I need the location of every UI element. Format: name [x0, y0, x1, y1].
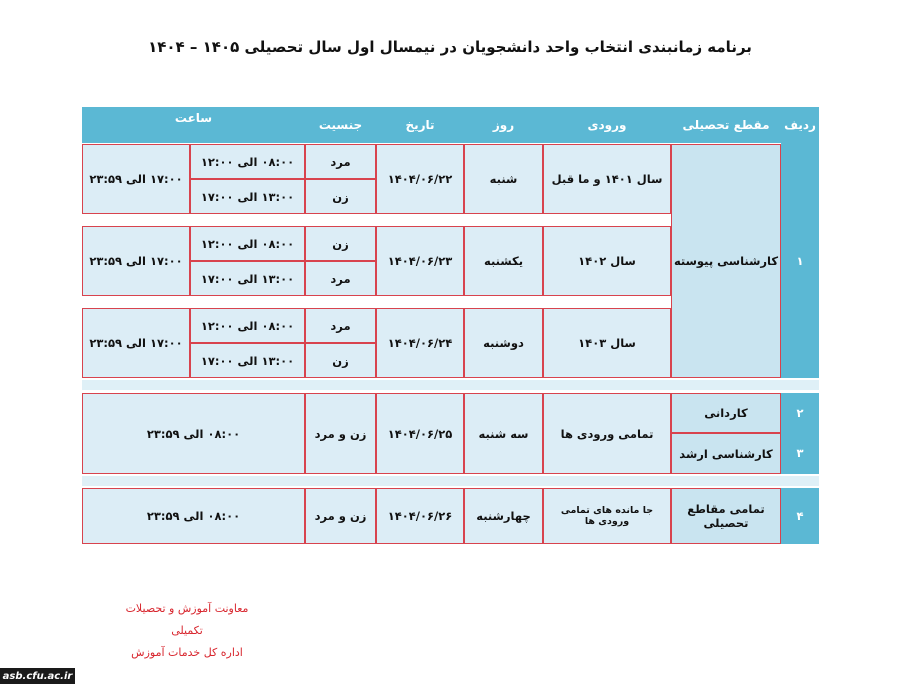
ruz-cell: یکشنبه — [464, 226, 543, 296]
maqta-cell-4: تمامی مقاطع تحصیلی — [671, 488, 781, 544]
tarikh-cell: ۱۴۰۴/۰۶/۲۳ — [376, 226, 464, 296]
footer-signature — [112, 598, 262, 664]
header-radif: ردیف — [781, 107, 819, 143]
header-saat: ساعت — [82, 107, 305, 143]
vorudi-cell: تمامی ورودی ها — [543, 393, 671, 474]
saat-all-cell: ۱۷:۰۰ الی ۲۳:۵۹ — [82, 226, 190, 296]
site-badge: asb.cfu.ac.ir — [0, 668, 75, 684]
vorudi-cell: سال ۱۴۰۳ — [543, 308, 671, 378]
ruz-cell: سه شنبه — [464, 393, 543, 474]
vorudi-cell: جا مانده های تمامی ورودی ها — [543, 488, 671, 544]
jensiyat-cell: مرد — [305, 308, 376, 343]
row-number-1: ۱ — [781, 143, 819, 378]
tarikh-cell: ۱۴۰۴/۰۶/۲۴ — [376, 308, 464, 378]
saat-cell: ۰۸:۰۰ الی ۱۲:۰۰ — [190, 308, 305, 343]
jensiyat-cell: زن — [305, 226, 376, 261]
jensiyat-cell: زن — [305, 179, 376, 214]
header-jensiyat: جنسیت — [305, 107, 376, 143]
saat-cell: ۰۸:۰۰ الی ۱۲:۰۰ — [190, 144, 305, 179]
ruz-cell: چهارشنبه — [464, 488, 543, 544]
maqta-cell-2: کاردانی — [671, 393, 781, 433]
footer-line-2: اداره کل خدمات آموزش — [131, 646, 243, 659]
saat-cell: ۰۸:۰۰ الی ۲۳:۵۹ — [82, 393, 305, 474]
ruz-cell: دوشنبه — [464, 308, 543, 378]
row-number-2: ۲ — [781, 393, 819, 432]
maqta-cell-3: کارشناسی ارشد — [671, 433, 781, 474]
saat-cell: ۱۳:۰۰ الی ۱۷:۰۰ — [190, 261, 305, 296]
footer-line-1: معاونت آموزش و تحصیلات تکمیلی — [125, 602, 249, 637]
saat-cell: ۱۳:۰۰ الی ۱۷:۰۰ — [190, 343, 305, 378]
tarikh-cell: ۱۴۰۴/۰۶/۲۵ — [376, 393, 464, 474]
page-title: برنامه زمانبندی انتخاب واحد دانشجویان در نیمسال اول سال تحصیلی ۱۴۰۵ – ۱۴۰۴ — [148, 38, 752, 56]
tarikh-cell: ۱۴۰۴/۰۶/۲۶ — [376, 488, 464, 544]
header-vorudi: ورودی — [543, 107, 671, 143]
saat-cell: ۰۸:۰۰ الی ۱۲:۰۰ — [190, 226, 305, 261]
row-separator — [82, 476, 819, 486]
vorudi-cell: سال ۱۴۰۲ — [543, 226, 671, 296]
jensiyat-cell: زن و مرد — [305, 393, 376, 474]
saat-cell: ۱۳:۰۰ الی ۱۷:۰۰ — [190, 179, 305, 214]
row-number-3: ۳ — [781, 432, 819, 474]
saat-all-cell: ۱۷:۰۰ الی ۲۳:۵۹ — [82, 144, 190, 214]
saat-cell: ۰۸:۰۰ الی ۲۳:۵۹ — [82, 488, 305, 544]
jensiyat-cell: مرد — [305, 144, 376, 179]
header-ruz: روز — [464, 107, 543, 143]
jensiyat-cell: زن — [305, 343, 376, 378]
row-number-4: ۴ — [781, 488, 819, 544]
jensiyat-cell: مرد — [305, 261, 376, 296]
header-tarikh: تاریخ — [376, 107, 464, 143]
tarikh-cell: ۱۴۰۴/۰۶/۲۲ — [376, 144, 464, 214]
ruz-cell: شنبه — [464, 144, 543, 214]
vorudi-cell: سال ۱۴۰۱ و ما قبل — [543, 144, 671, 214]
maqta-cell-1: کارشناسی پیوسته — [671, 144, 781, 378]
saat-all-cell: ۱۷:۰۰ الی ۲۳:۵۹ — [82, 308, 190, 378]
jensiyat-cell: زن و مرد — [305, 488, 376, 544]
header-maqta: مقطع تحصیلی — [671, 107, 781, 143]
row-separator — [82, 380, 819, 390]
